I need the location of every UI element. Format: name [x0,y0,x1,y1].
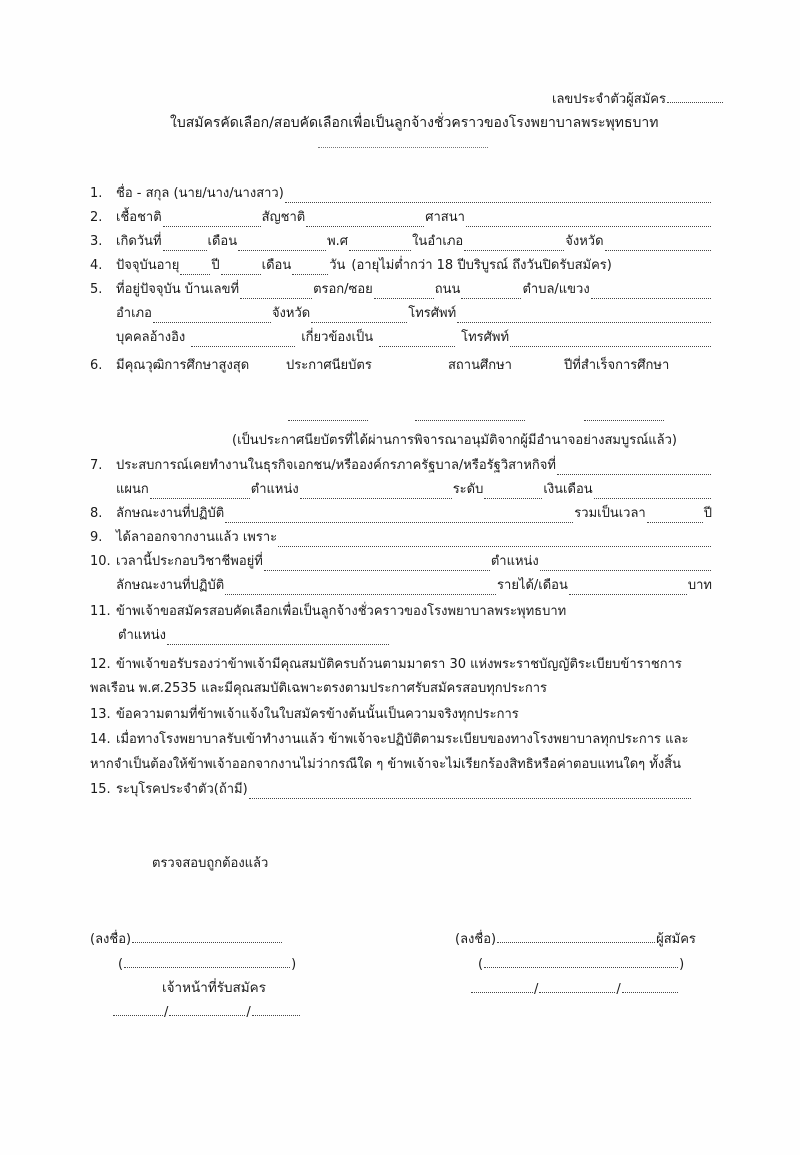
ethnicity-field[interactable] [163,214,261,227]
nationality-label: สัญชาติ [261,210,306,225]
district-label: อำเภอ [116,306,152,321]
department-field[interactable] [150,486,250,499]
baht-unit-label: บาท [687,578,712,593]
certificate-note: (เป็นประกาศนียบัตรที่ได้ผ่านการพิจารณาอนุมัติจากผู้มีอำนาจอย่างสมบูรณ์แล้ว) [232,433,677,448]
officer-date-day[interactable] [113,1003,163,1016]
officer-name [118,955,296,974]
ethnicity-label: เชื้อชาติ [116,210,162,225]
relationship-field[interactable] [379,334,455,347]
religion-label: ศาสนา [425,210,465,225]
birth-province-field[interactable] [605,238,711,251]
open-paren: ( [478,957,484,972]
truth-statement: ข้อความตามที่ข้าพเจ้าแจ้งในใบสมัครข้างต้นนั้นเป็นความจริงทุกประการ [116,707,519,722]
graduation-year-column-header: ปีที่สำเร็จการศึกษา [564,358,670,373]
form-title: ใบสมัครคัดเลือก/สอบคัดเลือกเพื่อเป็นลูกจ้างชั่วคราวของโรงพยาบาลพระพุทธบาท [170,115,659,131]
alley-label: ตรอก/ซอย [313,282,373,297]
birth-district-field[interactable] [464,238,564,251]
age-days-field[interactable] [292,262,328,275]
age-requirement-note: (อายุไม่ต่ำกว่า 18 ปีบริบูรณ์ ถึงวันปิดรับสมัคร) [351,258,612,273]
reference-person-field[interactable] [191,334,295,347]
item-4 [90,257,712,275]
item-number: 13. [90,707,111,722]
date-separator: / [534,982,539,997]
item-1 [90,185,712,203]
item-2 [90,209,712,227]
item-13 [90,706,519,724]
officer-date-month[interactable] [169,1003,245,1016]
applied-position-label: ตำแหน่ง [118,628,166,643]
position-field[interactable] [300,486,452,499]
education-label: มีคุณวุฒิการศึกษาสูงสุด [116,358,250,373]
total-duration-label: รวมเป็นเวลา [574,506,646,521]
current-position-field[interactable] [540,558,711,571]
certificate-field[interactable] [287,408,369,427]
chronic-disease-field[interactable] [249,786,691,799]
resignation-reason-field[interactable] [278,534,711,547]
age-years-label: ปี [211,258,220,273]
institution-field[interactable] [414,408,526,427]
item-11 [90,603,566,621]
birth-district-label: ในอำเภอ [412,234,464,249]
item-number: 8. [90,506,103,521]
age-years-field[interactable] [180,262,210,275]
birth-month-label: เดือน [207,234,238,249]
item-15 [90,781,692,799]
date-separator: / [616,982,621,997]
applicant-date-year[interactable] [622,980,678,993]
officer-signature [90,930,283,949]
item-number: 10. [90,554,111,569]
applicant-name-field[interactable] [484,955,678,968]
applicant-date-day[interactable] [471,980,533,993]
monthly-income-label: รายได้/เดือน [497,578,568,593]
birth-day-label: เกิดวันที่ [116,234,162,249]
close-paren: ) [679,957,685,972]
open-paren: ( [118,957,124,972]
department-label: แผนก [116,482,149,497]
age-months-field[interactable] [221,262,261,275]
applicant-name [478,955,684,974]
item-number: 9. [90,530,103,545]
subdistrict-label: ตำบล/แขวง [522,282,590,297]
qualification-statement-line-2: พลเรือน พ.ศ.2535 และมีคุณสมบัติเฉพาะตรงตามประกาศรับสมัครสอบทุกประการ [90,681,548,696]
item-number: 5. [90,282,103,297]
date-separator: / [164,1005,169,1020]
total-duration-field[interactable] [647,510,703,523]
item-9 [90,529,712,547]
sign-label: (ลงชื่อ) [90,932,132,947]
graduation-year-field[interactable] [583,408,665,427]
applicant-number-label: เลขประจำตัวผู้สมัคร [552,92,666,107]
chronic-disease-label: ระบุโรคประจำตัว(ถ้ามี) [116,782,248,797]
district-field[interactable] [153,310,271,323]
item-number: 12. [90,657,111,672]
birth-month-field[interactable] [238,238,326,251]
close-paren: ) [291,957,297,972]
item-number: 14. [90,732,111,747]
reference-person-label: บุคคลอ้างอิง [116,330,186,345]
item-5-line-2 [116,305,712,323]
applicant-date [470,980,679,999]
level-field[interactable] [484,486,542,499]
alley-field[interactable] [374,286,434,299]
subdistrict-field[interactable] [591,286,711,299]
phone-label: โทรศัพท์ [408,306,457,321]
name-field[interactable] [285,190,711,203]
item-number: 7. [90,458,103,473]
province-field[interactable] [311,310,407,323]
date-separator: / [246,1005,251,1020]
item-12 [90,656,682,674]
years-unit-label: ปี [703,506,712,521]
qualification-statement-line-1: ข้าพเจ้าขอรับรองว่าข้าพเจ้ามีคุณสมบัติครบถ้วนตามมาตรา 30 แห่งพระราชบัญญัติระเบียบข้าราชการ [116,657,682,672]
age-days-label: วัน [329,258,346,273]
birth-year-field[interactable] [349,238,411,251]
item-number: 15. [90,782,111,797]
birth-year-label: พ.ศ [327,234,349,249]
current-employer-field[interactable] [264,558,490,571]
officer-date-year[interactable] [252,1003,300,1016]
road-field[interactable] [461,286,521,299]
verified-label: ตรวจสอบถูกต้องแล้ว [152,856,269,871]
officer-date [112,1003,301,1022]
certificate-column-header: ประกาศนียบัตร [286,358,372,373]
item-number: 11. [90,604,111,619]
applicant-date-month[interactable] [539,980,615,993]
age-label: ปัจจุบันอายุ [116,258,180,273]
current-position-label: ตำแหน่ง [490,554,539,569]
current-employer-label: เวลานี้ประกอบวิชาชีพอยู่ที่ [116,554,263,569]
monthly-income-field[interactable] [569,582,687,595]
age-months-label: เดือน [261,258,292,273]
item-10 [90,553,712,571]
nationality-field[interactable] [306,214,424,227]
sign-label: (ลงชื่อ) [455,932,497,947]
current-job-description-field[interactable] [225,582,496,595]
relationship-label: เกี่ยวข้องเป็น [301,330,374,345]
reference-phone-label: โทรศัพท์ [461,330,510,345]
current-job-description-label: ลักษณะงานที่ปฏิบัติ [116,578,225,593]
item-number: 1. [90,186,103,201]
item-number: 6. [90,358,103,373]
officer-title: เจ้าหน้าที่รับสมัคร [162,980,266,996]
position-label: ตำแหน่ง [250,482,299,497]
item-11-line-2 [118,627,390,645]
reference-phone-field[interactable] [510,334,711,347]
applicant-signature [455,930,696,949]
item-8 [90,505,712,523]
road-label: ถนน [434,282,461,297]
compliance-statement-line-2: หากจำเป็นต้องให้ข้าพเจ้าออกจากงานไม่ว่ากรณีใด ๆ ข้าพเจ้าจะไม่เรียกร้องสิทธิหรือค่าตอบแทนใดๆ ทั้งสิ้น [90,757,681,772]
item-number: 3. [90,234,103,249]
title-divider [318,147,488,148]
birth-province-label: จังหวัด [565,234,604,249]
officer-name-field[interactable] [124,955,290,968]
item-number: 2. [90,210,103,225]
application-statement: ข้าพเจ้าขอสมัครสอบคัดเลือกเพื่อเป็นลูกจ้างชั่วคราวของโรงพยาบาลพระพุทธบาท [116,604,567,619]
job-description-label: ลักษณะงานที่ปฏิบัติ [116,506,225,521]
house-number-label: ที่อยู่ปัจจุบัน บ้านเลขที่ [116,282,240,297]
item-10-line-2 [116,577,712,595]
work-experience-field[interactable] [557,462,711,475]
province-label: จังหวัด [271,306,311,321]
item-6 [90,357,249,375]
salary-field[interactable] [594,486,711,499]
level-label: ระดับ [452,482,484,497]
name-label: ชื่อ - สกุล (นาย/นาง/นางสาว) [116,186,284,201]
house-number-field[interactable] [240,286,312,299]
resignation-reason-label: ได้ลาออกจากงานแล้ว เพราะ [116,530,278,545]
officer-signature-field[interactable] [132,930,282,943]
item-7-line-2 [116,481,712,499]
salary-label: เงินเดือน [543,482,593,497]
religion-field[interactable] [466,214,711,227]
applied-position-field[interactable] [167,632,389,645]
item-5-line-3 [116,329,712,347]
applicant-number-field[interactable] [667,90,723,103]
item-5 [90,281,712,299]
compliance-statement-line-1: เมื่อทางโรงพยาบาลรับเข้าทำงานแล้ว ข้าพเจ้าจะปฏิบัติตามระเบียบของทางโรงพยาบาลทุกประการ และ [116,732,689,747]
birth-day-field[interactable] [163,238,207,251]
applicant-signature-field[interactable] [497,930,655,943]
phone-field[interactable] [457,310,711,323]
job-description-field[interactable] [225,510,573,523]
applicant-label: ผู้สมัคร [656,932,696,947]
applicant-number [552,90,724,109]
work-experience-label: ประสบการณ์เคยทำงานในธุรกิจเอกชน/หรือองค์กรภาครัฐบาล/หรือรัฐวิสาหกิจที่ [116,458,556,473]
item-number: 4. [90,258,103,273]
item-14 [90,731,688,749]
institution-column-header: สถานศึกษา [448,358,512,373]
item-7 [90,457,712,475]
item-3 [90,233,712,251]
